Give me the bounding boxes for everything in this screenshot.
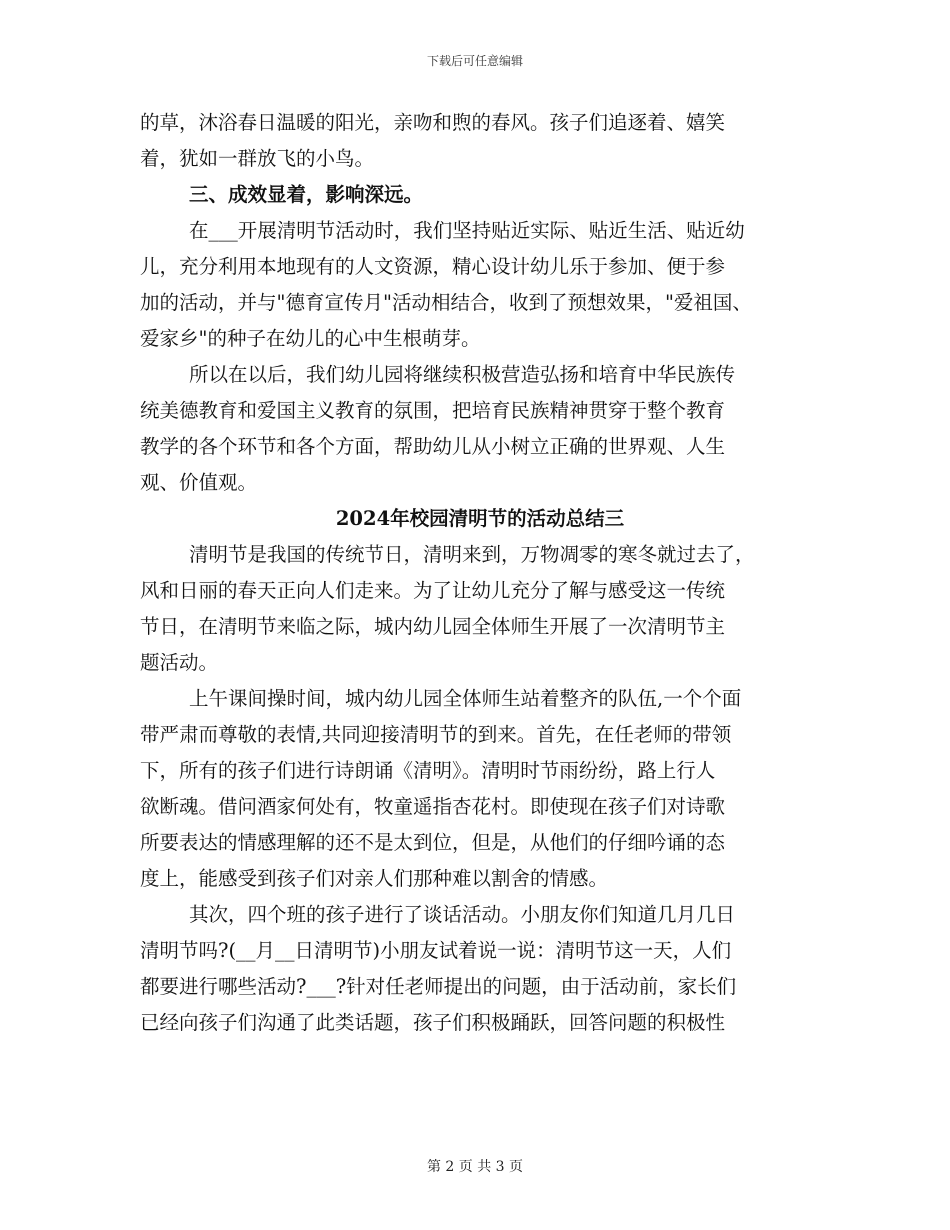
page-footer: 第 2 页 共 3 页 <box>426 1159 524 1175</box>
paragraph-line: 加的活动，并与"德育宣传月"活动相结合，收到了预想效果，"爱祖国、 <box>140 291 752 314</box>
paragraph-line: 统美德教育和爱国主义教育的氛围，把培育民族精神贯穿于整个教育 <box>140 399 726 422</box>
paragraph-line: 题活动。 <box>140 651 219 674</box>
paragraph-line: 所要表达的情感理解的还不是太到位，但是，从他们的仔细吟诵的态 <box>140 831 726 854</box>
paragraph-line: 上午课间操时间，城内幼儿园全体师生站着整齐的队伍,一个个面 <box>189 687 742 710</box>
document-body <box>140 105 820 1041</box>
paragraph-line: 爱家乡"的种子在幼儿的心中生根萌芽。 <box>140 327 481 350</box>
paragraph-line: 着，犹如一群放飞的小鸟。 <box>140 147 375 170</box>
paragraph-line: 风和日丽的春天正向人们走来。为了让幼儿充分了解与感受这一传统 <box>140 579 726 602</box>
paragraph-line: 教学的各个环节和各个方面，帮助幼儿从小树立正确的世界观、人生 <box>140 435 726 458</box>
paragraph-line: 度上，能感受到孩子们对亲人们那种难以割舍的情感。 <box>140 867 609 890</box>
paragraph-line: 节日，在清明节来临之际，城内幼儿园全体师生开展了一次清明节主 <box>140 615 726 638</box>
paragraph-line: 儿，充分利用本地现有的人文资源，精心设计幼儿乐于参加、便于参 <box>140 255 726 278</box>
paragraph-line: 带严肃而尊敬的表情,共同迎接清明节的到来。首先，在任老师的带领 <box>140 723 732 746</box>
paragraph-line: 清明节吗?(__月__日清明节)小朋友试着说一说：清明节这一天，人们 <box>140 939 732 962</box>
section-heading: 三、成效显着，影响深远。 <box>189 183 424 206</box>
paragraph-line: 观、价值观。 <box>140 471 258 494</box>
page-header: 下载后可任意编辑 <box>426 54 523 68</box>
paragraph-line: 下，所有的孩子们进行诗朗诵《清明》。清明时节雨纷纷，路上行人 <box>140 759 716 782</box>
paragraph-line: 已经向孩子们沟通了此类话题，孩子们积极踊跃，回答问题的积极性 <box>140 1011 726 1034</box>
paragraph-line: 清明节是我国的传统节日，清明来到，万物凋零的寒冬就过去了， <box>189 543 755 566</box>
paragraph-line: 的草，沐浴春日温暖的阳光，亲吻和煦的春风。孩子们追逐着、嬉笑 <box>140 111 726 134</box>
paragraph-line: 都要进行哪些活动?___?针对任老师提出的问题，由于活动前，家长们 <box>140 975 737 998</box>
section-title: 2024年校园清明节的活动总结三 <box>335 507 625 530</box>
paragraph-line: 欲断魂。借问酒家何处有，牧童遥指杏花村。即使现在孩子们对诗歌 <box>140 795 726 818</box>
paragraph-line: 所以在以后，我们幼儿园将继续积极营造弘扬和培育中华民族传 <box>189 363 736 386</box>
paragraph-line: 其次，四个班的孩子进行了谈话活动。小朋友你们知道几月几日 <box>189 903 736 926</box>
paragraph-line: 在___开展清明节活动时，我们坚持贴近实际、贴近生活、贴近幼 <box>189 219 745 242</box>
